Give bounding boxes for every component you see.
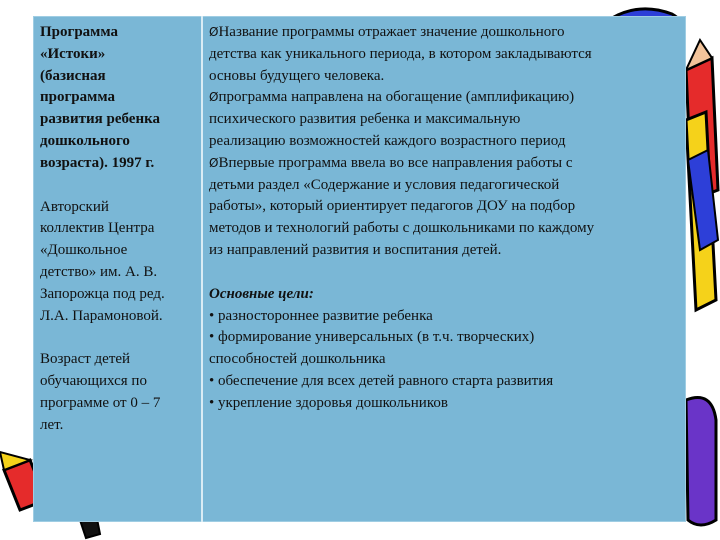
goals-title: Основные цели: <box>209 285 314 302</box>
description-line: детства как уникального периода, в котором закладываются <box>209 45 592 62</box>
description-line: основы будущего человека. <box>209 67 385 84</box>
arrow-bullet-icon: Ø <box>209 155 219 170</box>
program-title-line: «Истоки» <box>40 45 106 62</box>
program-age-line: лет. <box>40 416 64 433</box>
program-age-line: обучающихся по <box>40 373 147 390</box>
program-authors-line: Л.А. Парамоновой. <box>40 307 163 324</box>
arrow-bullet-icon: Ø <box>209 90 219 105</box>
purple-crayon-right-icon <box>686 398 716 526</box>
program-age-range <box>40 349 195 436</box>
description-point <box>209 87 679 152</box>
goal-item: способностей дошкольника <box>209 351 386 368</box>
program-authors-line: Запорожца под ред. <box>40 285 165 302</box>
description-line: работы», который ориентирует педагогов ДОУ на подбор <box>209 198 576 215</box>
goal-item: • обеспечение для всех детей равного старта развития <box>209 372 554 389</box>
goal-item: • укрепление здоровья дошкольников <box>209 394 448 411</box>
description-point <box>209 22 679 87</box>
program-title-line: возраста). 1997 г. <box>40 154 155 171</box>
program-authors-line: Авторский <box>40 198 109 215</box>
program-info-column <box>40 22 195 437</box>
table-column-divider <box>201 16 203 522</box>
program-title-line: дошкольного <box>40 132 130 149</box>
goal-item: • разностороннее развитие ребенка <box>209 307 433 324</box>
program-description-column <box>209 22 679 415</box>
program-title-line: развития ребенка <box>40 111 161 128</box>
arrow-bullet-icon: Ø <box>209 25 219 39</box>
description-point <box>209 153 679 262</box>
program-age-line: программе от 0 – 7 <box>40 394 161 411</box>
description-line: из направлений развития и воспитания детей. <box>209 241 502 258</box>
description-line: реализацию возможностей каждого возрастного период <box>209 132 566 149</box>
program-title-line: (базисная <box>40 67 106 84</box>
program-authors-line: коллектив Центра <box>40 220 155 237</box>
goal-item: • формирование универсальных (в т.ч. творческих) <box>209 329 535 346</box>
program-title-line: программа <box>40 89 115 106</box>
program-authors <box>40 197 195 328</box>
program-title-line: Программа <box>40 24 118 40</box>
description-line: методов и технологий работы с дошкольниками по каждому <box>209 220 595 237</box>
description-line: ØВпервые программа ввела во все направления работы с <box>209 154 573 171</box>
program-authors-line: детство» им. А. В. <box>40 263 158 280</box>
goals-list <box>209 306 679 415</box>
description-line: психического развития ребенка и максимальную <box>209 111 521 128</box>
description-line: Øпрограмма направлена на обогащение (амплификацию) <box>209 89 575 106</box>
program-title <box>40 22 195 175</box>
description-line: ØНазвание программы отражает значение дошкольного <box>209 24 565 40</box>
program-authors-line: «Дошкольное <box>40 242 128 259</box>
program-age-line: Возраст детей <box>40 351 131 368</box>
description-line: детьми раздел «Содержание и условия педагогической <box>209 176 560 193</box>
